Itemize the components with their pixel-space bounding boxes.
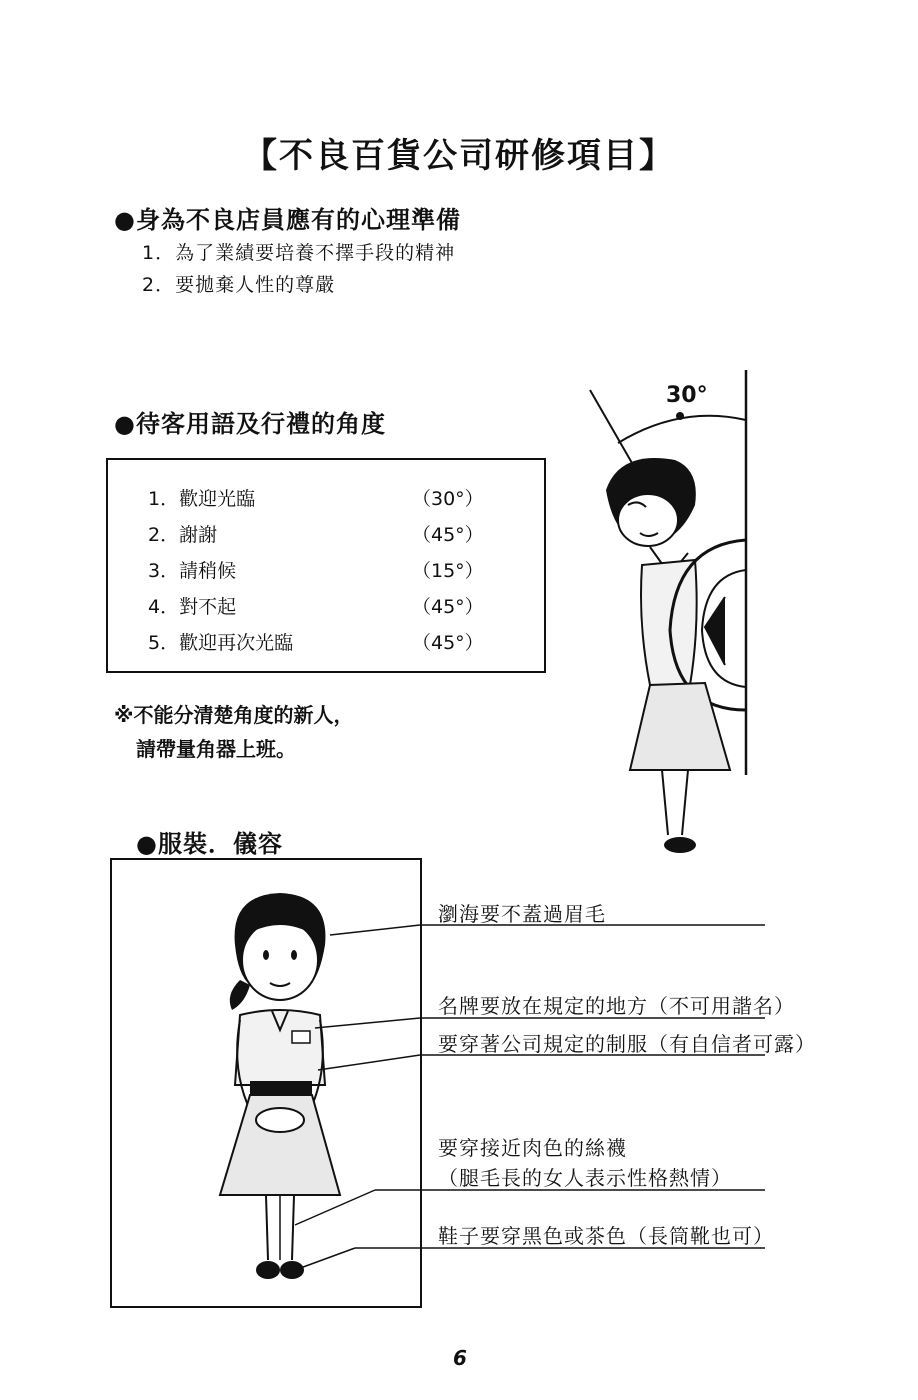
angle-label: 30° (666, 383, 708, 408)
mindset-item-1: 1．為了業績要培養不擇手段的精神 (142, 242, 456, 264)
greeting-angle: （45°） (412, 632, 484, 654)
protractor-note-line-1: ※不能分清楚角度的新人， (114, 703, 354, 727)
mindset-item-2: 2．要拋棄人性的尊嚴 (142, 274, 336, 296)
greeting-angle: （45°） (412, 596, 484, 618)
annotation-shoes: 鞋子要穿黑色或茶色（長筒靴也可） (438, 1224, 774, 1248)
protractor-note-line-2: 請帶量角器上班。 (136, 737, 296, 761)
section-heading-dress-code: ●服裝．儀容 (136, 830, 283, 858)
page-number: 6 (453, 1346, 467, 1370)
section-heading-mindset: ●身為不良店員應有的心理準備 (114, 206, 461, 234)
greeting-angle: （15°） (412, 560, 484, 582)
greeting-label: 4．對不起 (148, 596, 237, 618)
page-title: 【不良百貨公司研修項目】 (243, 136, 675, 176)
annotation-bangs: 瀏海要不蓋過眉毛 (438, 902, 606, 926)
greeting-angle: （45°） (412, 524, 484, 546)
greeting-label: 3．請稍候 (148, 560, 237, 582)
annotation-uniform: 要穿著公司規定的制服（有自信者可露） (438, 1032, 816, 1056)
annotation-nametag: 名牌要放在規定的地方（不可用諧名） (438, 994, 795, 1018)
greeting-label: 1．歡迎光臨 (148, 488, 256, 510)
annotation-stockings-note: （腿毛長的女人表示性格熱情） (438, 1166, 732, 1190)
annotation-stockings: 要穿接近肉色的絲襪 (438, 1136, 627, 1160)
greeting-angle: （30°） (412, 488, 484, 510)
greeting-label: 5．歡迎再次光臨 (148, 632, 294, 654)
section-heading-greetings: ●待客用語及行禮的角度 (114, 410, 386, 438)
greeting-label: 2．謝謝 (148, 524, 218, 546)
